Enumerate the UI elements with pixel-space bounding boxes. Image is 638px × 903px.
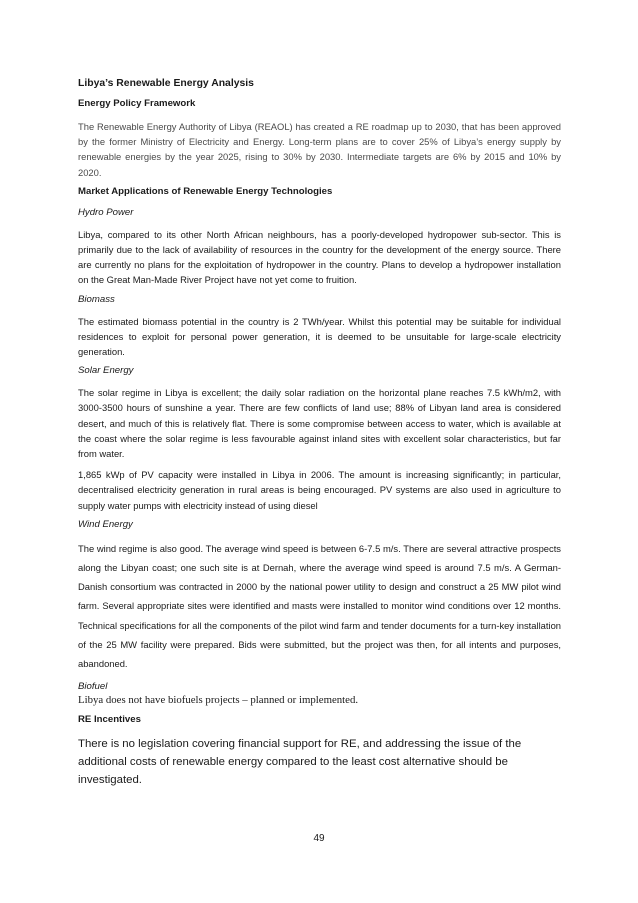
biomass-heading: Biomass [78,293,115,305]
hydro-power-paragraph: Libya, compared to its other North African neighbours, has a poorly-developed hydropower sub-sector. This is primarily due to the lack of availability of resources in the country for the development of the energy source. There are currently no plans for the exploitation of hydropower in the country. Plans to develop a hydropower installation on the Great Man-Made River Project have not yet come to fruition. [78,228,561,286]
hydro-power-heading: Hydro Power [78,206,134,218]
solar-energy-heading: Solar Energy [78,365,134,377]
document-title: Libya’s Renewable Energy Analysis [78,78,254,89]
re-incentives-paragraph: There is no legislation covering financial support for RE, and addressing the issue of the additional costs of renewable energy compared to the least cost alternative should be investigated. [78,738,522,787]
market-applications-heading: Market Applications of Renewable Energy Technologies [78,185,333,197]
page-number: 49 [313,833,325,844]
document-page [78,74,561,789]
wind-energy-paragraph: The wind regime is also good. The average wind speed is between 6-7.5 m/s. There are several attractive prospects along the Libyan coast; one such site is at Dernah, where the average wind speed is around 7.5 m/s. A German-Danish consortium was contracted in 2000 by the national power utility to design and construct a 25 MW pilot wind farm. Several appropriate sites were identified and masts were installed to monitor wind conditions over 12 months. Technical specifications for all the components of the pilot wind farm and tender documents for a turn-key installation of the 25 MW facility were prepared. Bids were submitted, but the project was then, for all intents and purposes, abandoned. [78,542,561,670]
re-incentives-heading: RE Incentives [78,714,141,726]
wind-energy-heading: Wind Energy [78,518,133,530]
biofuel-paragraph: Libya does not have biofuels projects – planned or implemented. [78,694,359,707]
energy-policy-heading: Energy Policy Framework [78,98,196,109]
solar-energy-paragraph-2: 1,865 kWp of PV capacity were installed in Libya in 2006. The amount is increasing significantly; in particular, decentralised electricity generation in rural areas is being encouraged. PV systems are also used in agriculture to supply water pumps with electricity instead of using diesel [78,469,561,511]
solar-energy-paragraph-1: The solar regime in Libya is excellent; the daily solar radiation on the horizontal plane reaches 7.5 kWh/m2, with 3000-3500 hours of sunshine a year. There are few conflicts of land use; 88% of Libyan land area is considered desert, and much of this is relatively flat. There is some compromise between access to water, which is available at the coast where the solar regime is less favourable against inland sites with excellent solar characteristics, but far from water. [78,387,561,460]
energy-policy-paragraph: The Renewable Energy Authority of Libya (REAOL) has created a RE roadmap up to 2030, that has been approved by the former Ministry of Electricity and Energy. Long-term plans are to cover 25% of Libya’s energy supply by renewable energies by the year 2025, rising to 30% by 2030. Intermediate targets are 6% by 2015 and 10% by 2020. [78,121,561,178]
biofuel-heading: Biofuel [78,681,108,693]
biomass-paragraph: The estimated biomass potential in the country is 2 TWh/year. Whilst this potential may be suitable for individual residences to exploit for personal power generation, it is deemed to be unsuitable for large-scale electricity generation. [78,315,561,358]
